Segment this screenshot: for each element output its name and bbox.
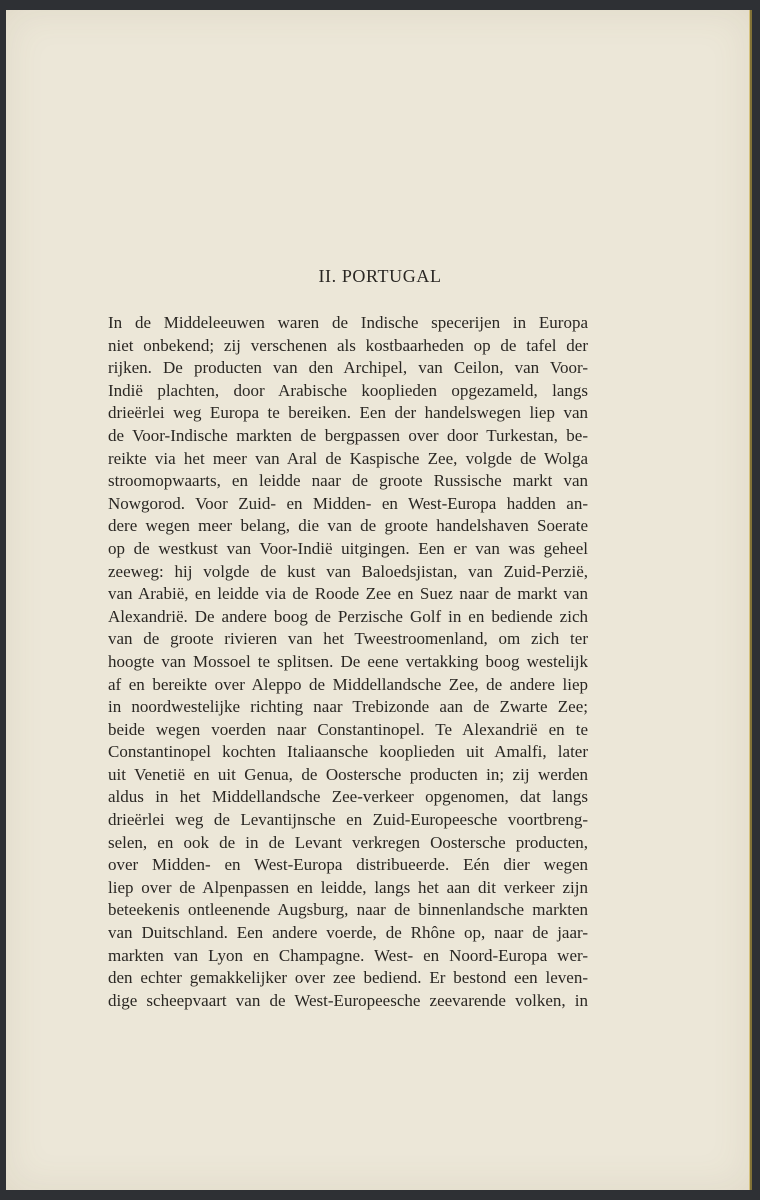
page-edge <box>749 10 752 1190</box>
text-line: den echter gemakkelijker over zee bediend. Er bestond een leven- <box>108 968 588 988</box>
text-line: over Midden- en West-Europa distribueerde. Eén dier wegen <box>108 855 588 875</box>
text-line: stroomopwaarts, en leidde naar de groote Russische markt van <box>108 471 588 491</box>
text-line: reikte via het meer van Aral de Kaspische Zee, volgde de Wolga <box>108 448 588 468</box>
text-line: In de Middeleeuwen waren de Indische specerijen in Europa <box>108 313 588 332</box>
text-line: Indië plachten, door Arabische kooplieden opgezameld, langs <box>108 380 588 400</box>
text-line: markten van Lyon en Champagne. West- en Noord-Europa wer- <box>108 945 588 965</box>
text-line: uit Venetië en uit Genua, de Oostersche producten in; zij werden <box>108 764 588 784</box>
text-line: in noordwestelijke richting naar Trebizonde aan de Zwarte Zee; <box>108 697 588 717</box>
text-line: beide wegen voerden naar Constantinopel. Te Alexandrië en te <box>108 719 588 739</box>
text-line: Nowgorod. Voor Zuid- en Midden- en West-Europa hadden an- <box>108 493 588 513</box>
text-line: van de groote rivieren van het Tweestroomenland, om zich ter <box>108 629 588 649</box>
text-line: beteekenis ontleenende Augsburg, naar de binnenlandsche markten <box>108 900 588 920</box>
text-line: drieërlei weg de Levantijnsche en Zuid-Europeesche voortbreng- <box>108 810 588 830</box>
body-text <box>108 312 588 1012</box>
text-line: zeeweg: hij volgde de kust van Baloedsjistan, van Zuid-Perzië, <box>108 561 588 581</box>
text-line: van Arabië, en leidde via de Roode Zee en Suez naar de markt van <box>108 584 588 604</box>
text-line: van Duitschland. Een andere voerde, de Rhône op, naar de jaar- <box>108 923 588 943</box>
text-line: af en bereikte over Aleppo de Middellandsche Zee, de andere liep <box>108 674 588 694</box>
text-line: dige scheepvaart van de West-Europeesche zeevarende volken, in <box>108 990 588 1010</box>
text-line: Constantinopel kochten Italiaansche kooplieden uit Amalfi, later <box>108 742 588 762</box>
text-line: de Voor-Indische markten de bergpassen over door Turkestan, be- <box>108 425 588 445</box>
text-line: hoogte van Mossoel te splitsen. De eene vertakking boog westelijk <box>108 651 588 671</box>
text-line: niet onbekend; zij verschenen als kostbaarheden op de tafel der <box>108 335 588 355</box>
chapter-heading: II. PORTUGAL <box>318 266 442 286</box>
text-line: aldus in het Middellandsche Zee-verkeer opgenomen, dat langs <box>108 787 588 807</box>
text-line: op de westkust van Voor-Indië uitgingen. Een er van was geheel <box>108 538 588 558</box>
text-line: liep over de Alpenpassen en leidde, langs het aan dit verkeer zijn <box>108 877 588 897</box>
text-line: drieërlei weg Europa te bereiken. Een der handelswegen liep van <box>108 403 588 423</box>
text-line: dere wegen meer belang, die van de groote handelshaven Soerate <box>108 516 588 536</box>
text-line: rijken. De producten van den Archipel, van Ceilon, van Voor- <box>108 358 588 378</box>
text-line: selen, en ook de in de Levant verkregen Oostersche producten, <box>108 832 588 852</box>
text-line: Alexandrië. De andere boog de Perzische Golf in en bediende zich <box>108 606 588 626</box>
